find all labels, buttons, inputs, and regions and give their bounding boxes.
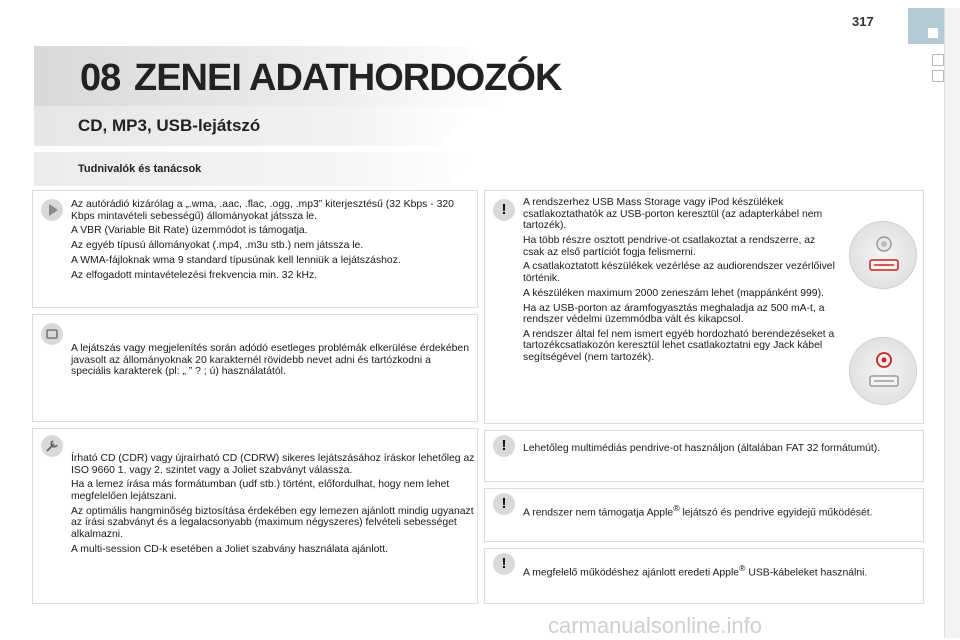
warning-panel-apple-player <box>484 488 924 542</box>
panel-paragraph: A rendszer által fel nem ismert egyéb hordozható berendezéseket a tartozékcsatlakozón keresztül lehet csatlakoztatni egy Jack kábel segítségével (nem tartozék). <box>523 328 835 364</box>
panel-paragraph: Az optimális hangminőség biztosítása érdekében egy lemezen ajánlott mindig ugyanazt az írási szabványt és a legalacsonyabb (maximum négyszeres) felvételi sebességet alkalmazni. <box>71 505 474 540</box>
panel-paragraph <box>523 503 919 519</box>
registered-mark: ® <box>739 563 746 573</box>
side-marker-box <box>932 70 944 82</box>
text-run: lejátszó és pendrive egyidejű működését. <box>679 507 873 519</box>
warning-icon <box>493 435 515 457</box>
page-number: 317 <box>852 14 874 29</box>
text-run: A megfelelő működéshez ajánlott eredeti Apple <box>523 567 740 579</box>
panel-paragraph <box>523 563 919 579</box>
warning-icon <box>493 493 515 515</box>
warning-panel-apple-cable <box>484 548 924 604</box>
panel-paragraph: Az elfogadott mintavételezési frekvencia min. 32 kHz. <box>71 269 318 281</box>
aux-port-illustration <box>849 337 917 405</box>
text-run: USB-kábeleket használni. <box>745 567 868 579</box>
panel-paragraph: Ha a lemez írása más formátumban (udf stb.) történt, előfordulhat, hogy nem lehet megfelelően lejátszani. <box>71 479 450 502</box>
side-rail <box>944 8 960 638</box>
warning-panel-usb <box>484 190 924 424</box>
panel-paragraph: Írható CD (CDR) vagy újraírható CD (CDRW) sikeres lejátszásához íráskor lehetőleg az ISO 9660 1. vagy 2. szintet vagy a Joliet szabványt válassza. <box>71 453 475 476</box>
info-panel-formats <box>32 190 478 308</box>
registered-mark: ® <box>673 503 680 513</box>
section-title: CD, MP3, USB-lejátszó <box>78 116 261 135</box>
warning-icon <box>493 553 515 575</box>
note-box-icon <box>41 323 63 345</box>
chapter-number: 08 <box>80 57 121 99</box>
info-panel-filenames <box>32 314 478 422</box>
panel-paragraph: A lejátszás vagy megjelenítés során adódó esetleges problémák elkerülése érdekében javasolt az állományoknak 20 karakternél rövidebb nevet adni és tartózkodni a speciális karakterek (pl: „ ” ? ; ú) használatától. <box>71 343 469 378</box>
subsection-title: Tudnivalók és tanácsok <box>78 163 202 175</box>
panel-paragraph: Lehetőleg multimédiás pendrive-ot használjon (általában FAT 32 formátumút). <box>523 443 881 454</box>
tool-icon <box>41 435 63 457</box>
warning-icon <box>493 199 515 221</box>
panel-paragraph: Az autórádió kizárólag a „.wma, .aac, .flac, .ogg, .mp3” kiterjesztésű (32 Kbps - 320 Kbps mintavételi sebességű) állományokat játssza le. <box>71 199 454 222</box>
panel-paragraph: A WMA-fájloknak wma 9 standard típusúnak kell lenniük a lejátszáshoz. <box>71 254 401 266</box>
usb-port-illustration <box>849 221 917 289</box>
panel-paragraph: Ha az USB-porton az áramfogyasztás meghaladja az 500 mA-t, a rendszer védelmi üzemmódba vált és kikapcsol. <box>523 302 825 326</box>
panel-paragraph: A csatlakoztatott készülékek vezérlése az audiorendszer vezérlőivel történik. <box>523 261 835 284</box>
text-run: A rendszer nem támogatja Apple <box>523 507 674 519</box>
chapter-title: ZENEI ADATHORDOZÓK <box>134 57 562 99</box>
page-tab <box>908 8 944 44</box>
play-triangle-icon <box>41 199 63 221</box>
panel-paragraph: A rendszerhez USB Mass Storage vagy iPod készülékek csatlakoztathatók az USB-porton keresztül (az adapterkábel nem tartozék). <box>523 197 823 232</box>
info-panel-cd-writing <box>32 428 478 604</box>
panel-paragraph: Az egyéb típusú állományokat (.mp4, .m3u stb.) nem játssza le. <box>71 240 364 252</box>
panel-paragraph: A VBR (Variable Bit Rate) üzemmódot is támogatja. <box>71 225 308 237</box>
watermark: carmanualsonline.info <box>548 613 763 638</box>
panel-paragraph: A multi-session CD-k esetében a Joliet szabvány használata ajánlott. <box>71 543 389 555</box>
panel-paragraph: Ha több részre osztott pendrive-ot csatlakoztat a rendszerre, az csak az első partíciót fogja felismerni. <box>523 234 816 258</box>
panel-paragraph: A készüléken maximum 2000 zeneszám lehet (mappánként 999). <box>523 287 824 299</box>
warning-panel-pendrive <box>484 430 924 482</box>
side-marker-box <box>932 54 944 66</box>
